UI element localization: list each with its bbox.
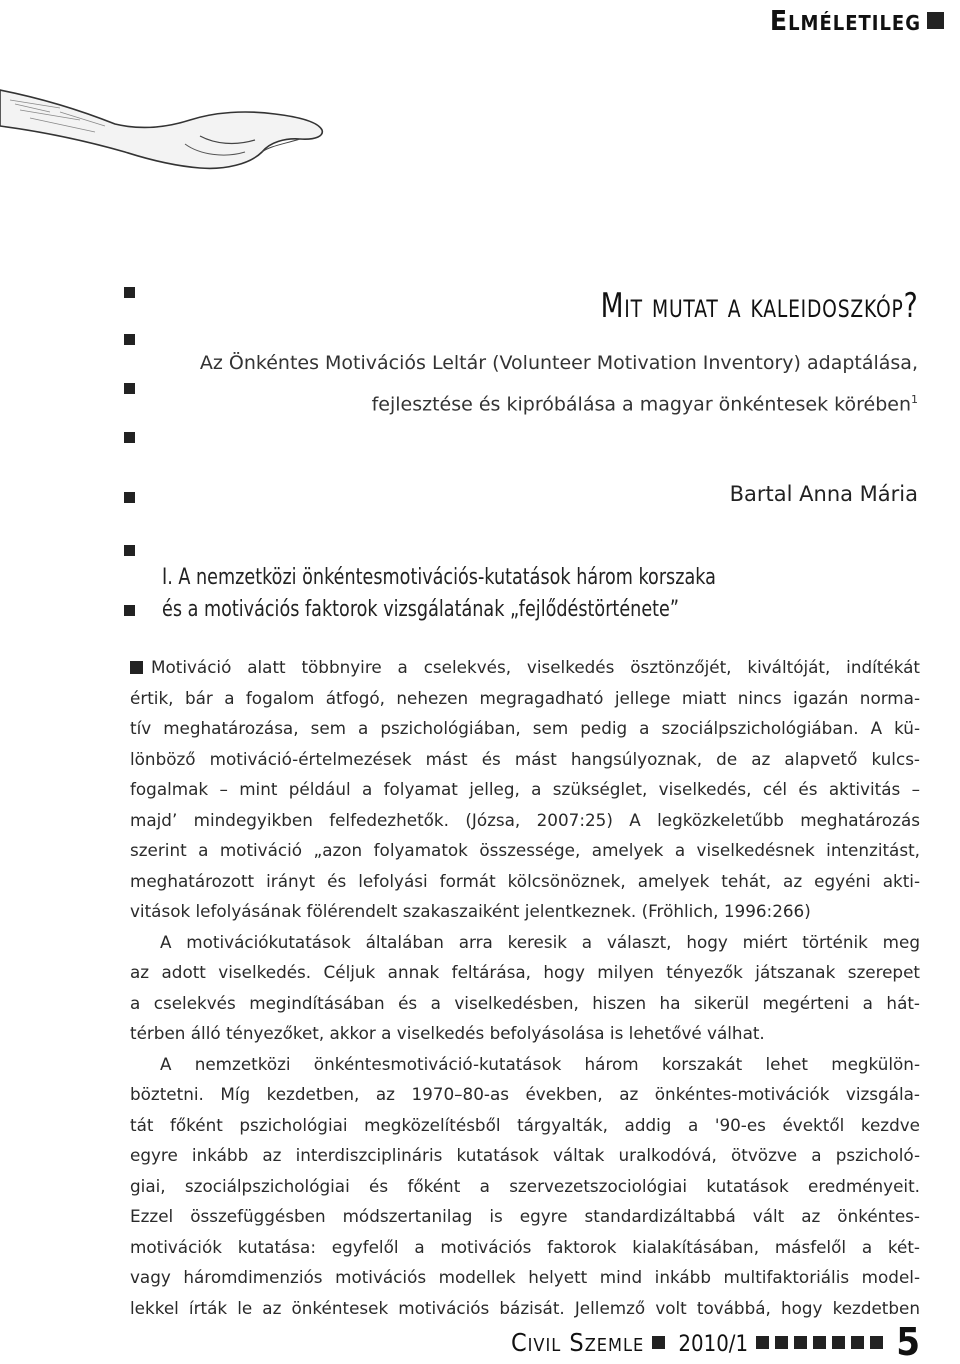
- author-name: Bartal Anna Mária: [729, 482, 918, 506]
- margin-square-icon: [124, 545, 135, 556]
- article-subtitle: fejlesztése és kipróbálása a magyar önkéntesek körében$^1$: [371, 393, 918, 416]
- text-line: tát főként pszichológiai megközelítésből tárgyalták, addig a '90-es évektől kezdve: [130, 1114, 920, 1135]
- section-label: Elméletileg: [770, 4, 944, 37]
- article-title: Mit mutat a kaleidoszkóp?: [600, 286, 918, 326]
- text-line: böztetni. Míg kezdetben, az 1970–80-as években, az önkéntes-motivációk vizsgála-: [130, 1084, 920, 1104]
- text-line: motivációk kutatása: egyfelől a motivációs faktorok kialakításában, másfelől a két-: [130, 1236, 920, 1257]
- text-line: értik, bár a fogalom átfogó, nehezen megragadható jellege miatt nincs igazán norma-: [130, 687, 920, 708]
- issue-number: 2010/1: [678, 1332, 749, 1357]
- page-number: 5: [896, 1320, 920, 1364]
- text-line: egyre inkább az interdiszciplináris kutatások váltak uralkodóvá, ötvözve a pszicholó-: [130, 1145, 920, 1165]
- text-line: Motiváció alatt többnyire a cselekvés, viselkedés ösztönzőjét, kiváltóját, indítékát: [130, 652, 920, 683]
- text-line: térben álló tényezőket, akkor a viselkedés befolyásolása is lehetővé válhat.: [130, 1023, 765, 1043]
- text-line: meghatározott irányt és lefolyási formát kölcsönöznek, amelyek tehát, az egyéni akti-: [130, 870, 920, 891]
- text-line: a cselekvés megindításában és a viselkedésben, hiszen ha sikerül megérteni a hát-: [130, 992, 920, 1013]
- body-text: [130, 652, 920, 1323]
- text-line: giai, szociálpszichológiai és főként a szervezetszociológiai kutatások eredményeit.: [130, 1175, 920, 1196]
- footer-square-icon: [775, 1336, 788, 1349]
- section-heading: és a motivációs faktorok vizsgálatának „fejlődéstörténete”: [162, 597, 679, 622]
- footer-square-icon: [794, 1336, 807, 1349]
- margin-square-icon: [124, 334, 135, 345]
- text-line: lönböző motiváció-értelmezések mást és mást hangsúlyoznak, de az alapvető kulcs-: [130, 748, 920, 769]
- page-footer: [511, 1320, 920, 1364]
- hand-illustration: [0, 40, 330, 180]
- text-line: szerint a motiváció „azon folyamatok összessége, amelyek a viselkedésnek intenzitást,: [130, 840, 920, 860]
- footnote-reference[interactable]: 1: [911, 393, 918, 406]
- journal-name: Civil Szemle: [510, 1328, 645, 1357]
- article-subtitle: Az Önkéntes Motivációs Leltár (Volunteer Motivation Inventory) adaptálása,: [199, 352, 918, 374]
- text-line: fogalmak – mint például a folyamat jelleg, a szükséglet, viselkedés, cél és aktivitás –: [130, 779, 920, 799]
- text-line: az adott viselkedés. Céljuk annak feltárása, hogy milyen tényezők játszanak szerepet: [130, 962, 920, 982]
- footer-square-icon: [756, 1336, 769, 1349]
- text-line: Ezzel összefüggésben módszertanilag is egyre standardizáltabbá vált az önkéntes-: [130, 1206, 920, 1226]
- text-line: vagy háromdimenziós motivációs modellek helyett mind inkább multifaktoriális model-: [130, 1267, 920, 1287]
- footer-square-icon: [870, 1336, 883, 1349]
- footer-square-icon: [652, 1336, 665, 1349]
- text-line: lekkel írták le az önkéntesek motivációs bázisát. Jellemző volt továbbá, hogy kezdetben: [130, 1297, 920, 1318]
- text-line: A motivációkutatások általában arra keresik a választ, hogy miért történik meg: [160, 931, 920, 952]
- margin-square-icon: [124, 432, 135, 443]
- header-square-icon: [927, 12, 944, 29]
- margin-square-icon: [124, 492, 135, 503]
- margin-square-icon: [124, 383, 135, 394]
- footer-square-icon: [851, 1336, 864, 1349]
- text-line: vitások lefolyásának fölérendelt szakaszaiként jelentkeznek. (Fröhlich, 1996:266): [130, 901, 811, 921]
- text-line: tív meghatározása, sem a pszichológiában, sem pedig a szociálpszichológiában. A kü-: [130, 718, 920, 738]
- section-heading: I. A nemzetközi önkéntesmotivációs-kutatások három korszaka: [162, 565, 716, 590]
- margin-square-icon: [124, 287, 135, 298]
- footer-square-icon: [832, 1336, 845, 1349]
- margin-square-icon: [124, 605, 135, 616]
- text-line: A nemzetközi önkéntesmotiváció-kutatások három korszakát lehet megkülön-: [160, 1053, 920, 1074]
- footer-square-icon: [813, 1336, 826, 1349]
- text-line: majd’ mindegyikben felfedezhetők. (Józsa, 2007:25) A legközkeletűbb meghatározás: [130, 809, 920, 830]
- paragraph-square-icon: [130, 661, 143, 674]
